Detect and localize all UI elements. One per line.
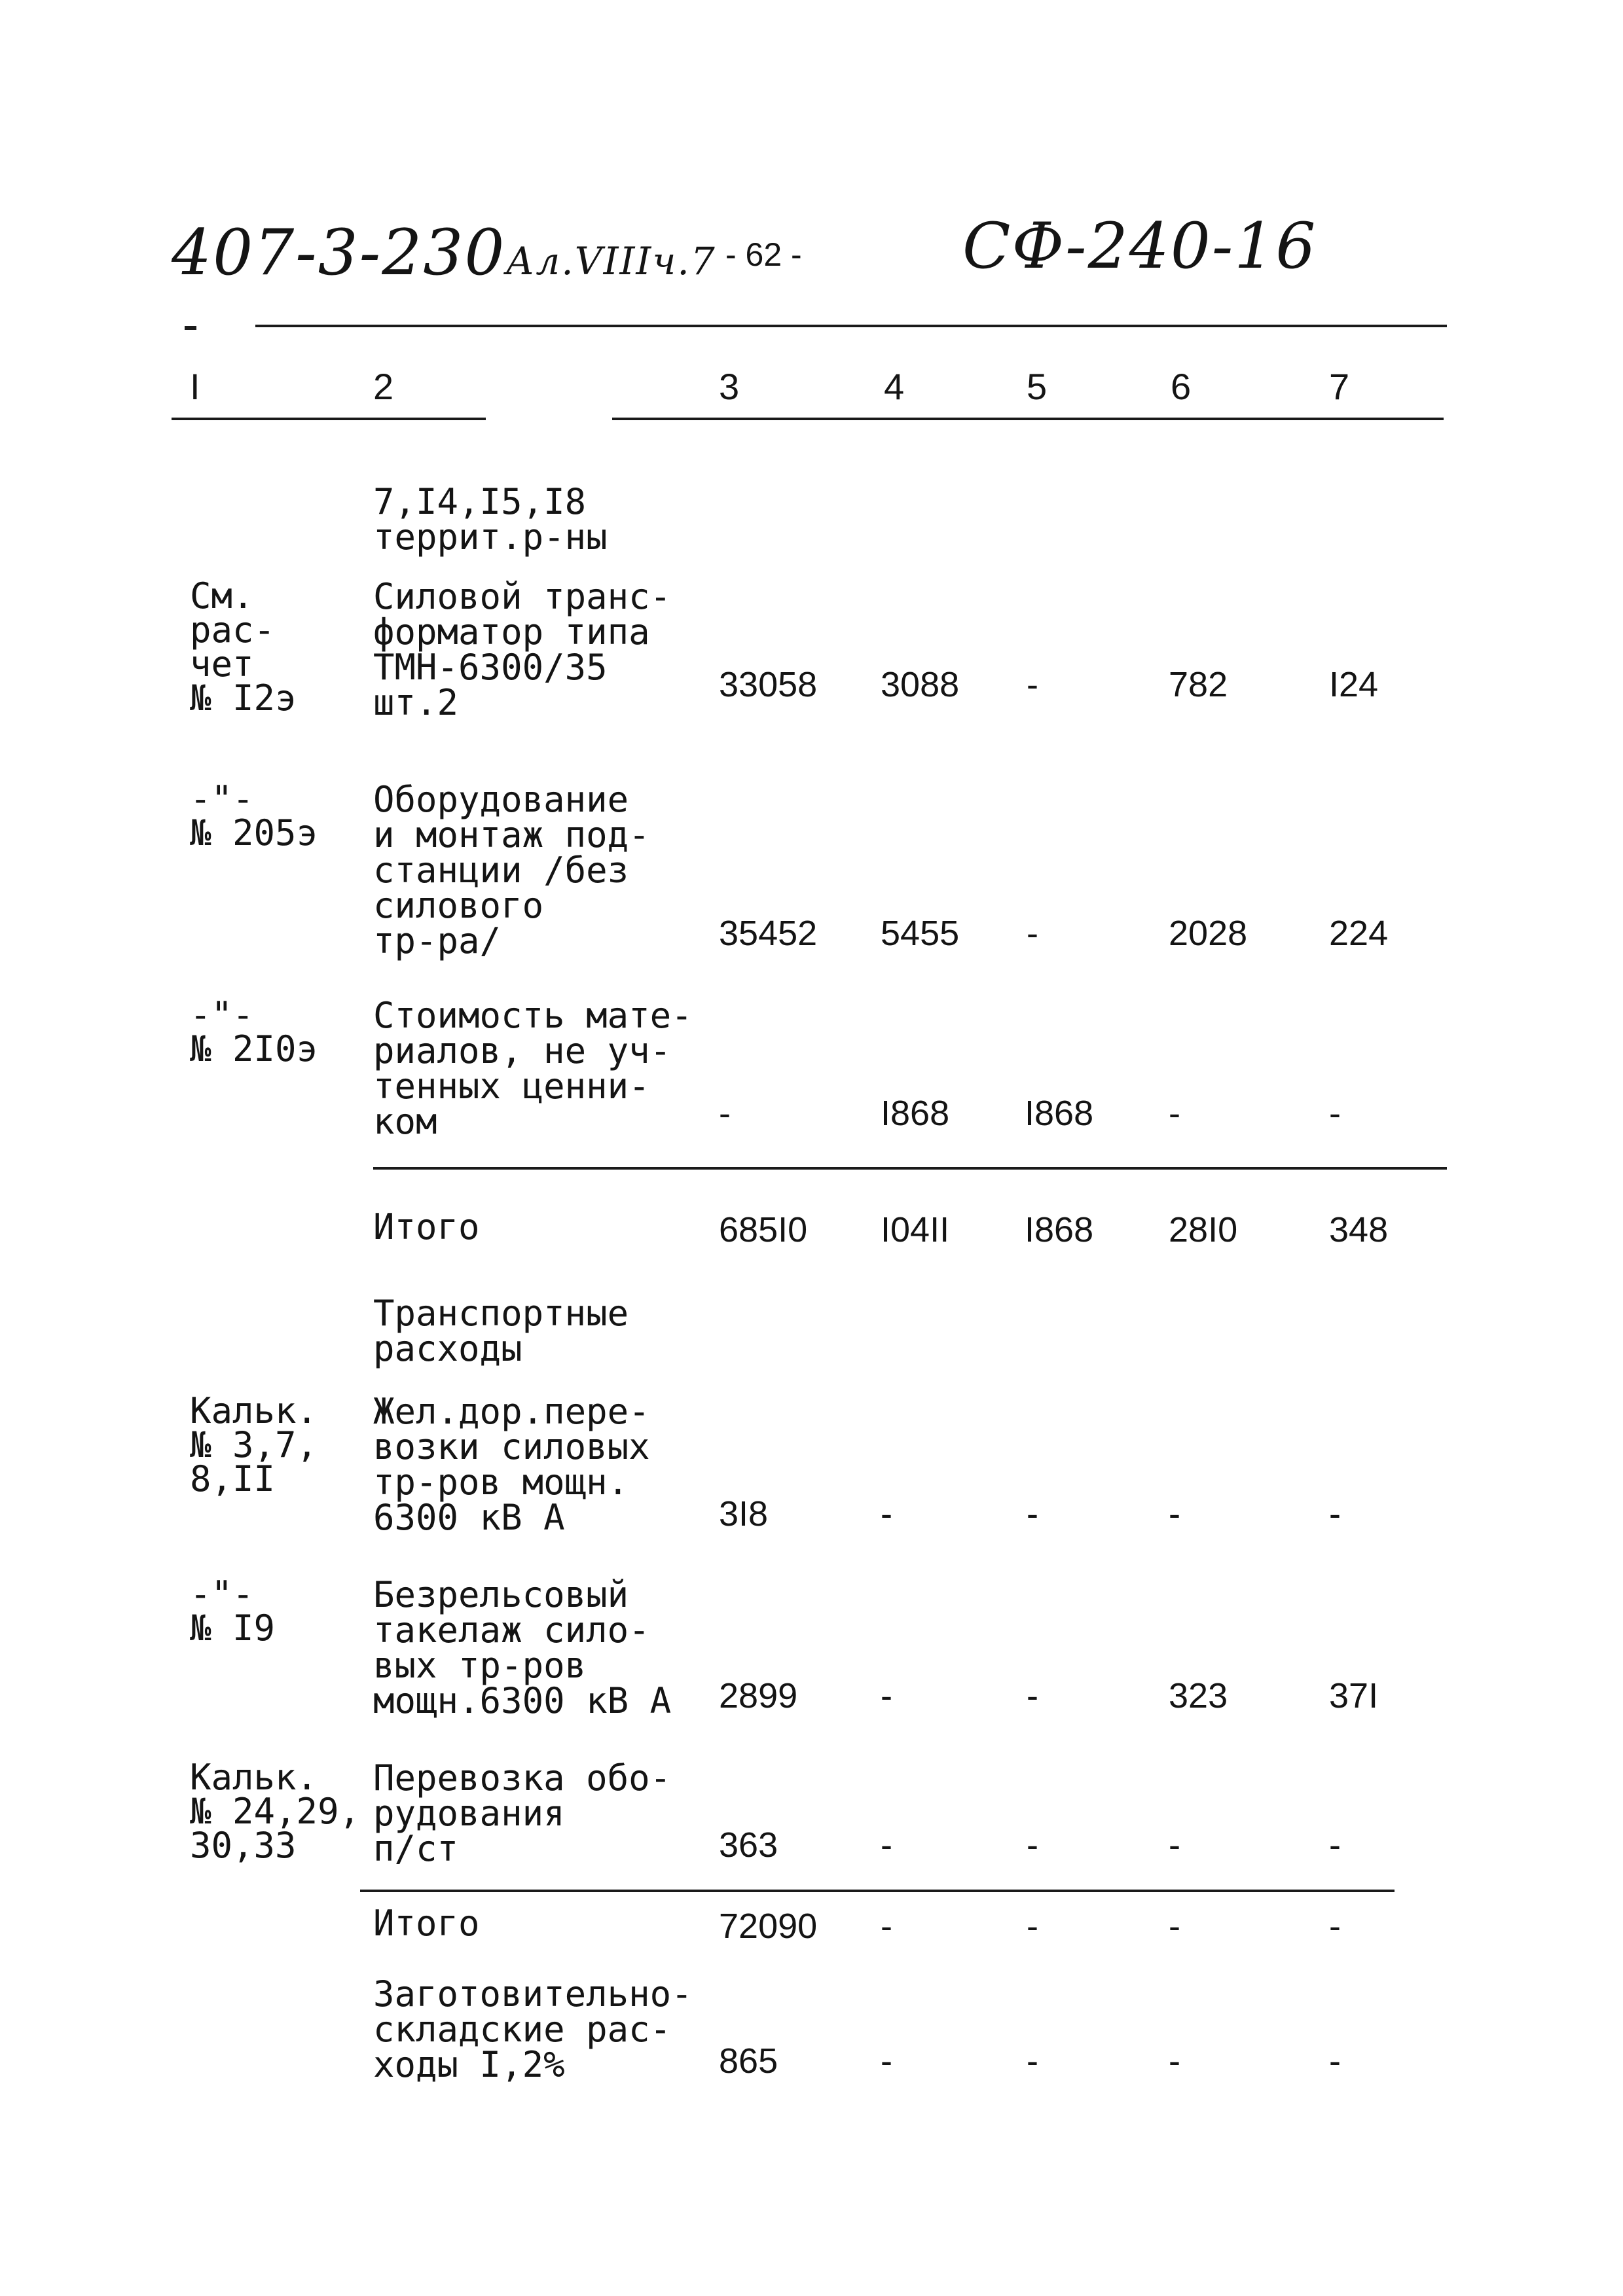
row-9-col7: -: [1329, 1907, 1341, 1946]
row-6-col7: -: [1329, 1494, 1341, 1534]
row-10-col4: -: [881, 2041, 892, 2081]
row-7-col6: 323: [1169, 1676, 1228, 1715]
row-6-col4: -: [881, 1494, 892, 1534]
row-9-col6: -: [1169, 1907, 1180, 1946]
row-1-name: Силовой транс- форматор типа ТМН-6300/35 шт.2: [373, 576, 672, 723]
row-4-name: Итого: [373, 1206, 480, 1247]
row-6-col6: -: [1169, 1494, 1180, 1534]
row-1-col7: I24: [1329, 665, 1379, 704]
row-1-col4: 3088: [881, 665, 960, 704]
header-bottom-rule-right: [612, 418, 1444, 420]
column-number-4: 4: [884, 366, 905, 407]
row-3-reference: -"- № 2I0э: [190, 994, 318, 1069]
row-3-col5: I868: [1025, 1094, 1094, 1133]
column-number-2: 2: [373, 366, 394, 407]
row-8-col5: -: [1027, 1825, 1038, 1865]
row-3-col4: I868: [881, 1094, 950, 1133]
page-number: - 62 -: [725, 236, 802, 273]
row-7-col3: 2899: [719, 1676, 798, 1715]
row-3-col3: -: [719, 1094, 731, 1133]
row-9-name: Итого: [373, 1903, 480, 1944]
sheet-stamp: СФ-240-16: [962, 209, 1317, 283]
row-3-col6: -: [1169, 1094, 1180, 1133]
row-7-reference: -"- № I9: [190, 1573, 276, 1649]
row-8-col4: -: [881, 1825, 892, 1865]
subtotal-rule-2: [360, 1890, 1395, 1892]
row-7-col5: -: [1027, 1676, 1038, 1715]
row-1-reference: См. рас- чет № I2э: [190, 575, 297, 719]
row-4-col6: 28I0: [1169, 1210, 1238, 1249]
row-8-col3: 363: [719, 1825, 778, 1865]
row-3-col7: -: [1329, 1094, 1341, 1133]
row-2-col4: 5455: [881, 914, 960, 953]
row-7-name: Безрельсовый такелаж сило- вых тр-ров мощн.6300 кВ А: [373, 1574, 672, 1721]
row-6-reference: Кальк. № 3,7, 8,II: [190, 1390, 318, 1499]
column-number-1: I: [190, 366, 200, 407]
column-number-5: 5: [1027, 366, 1048, 407]
subtotal-rule-1: [373, 1167, 1447, 1170]
row-9-col3: 72090: [719, 1907, 818, 1946]
row-1-col5: -: [1027, 665, 1038, 704]
row-2-reference: -"- № 205э: [190, 778, 318, 853]
row-9-col4: -: [881, 1907, 892, 1946]
row-2-name: Оборудование и монтаж под- станции /без силового тр-ра/: [373, 779, 650, 961]
row-7-col7: 37I: [1329, 1676, 1379, 1715]
row-9-col5: -: [1027, 1907, 1038, 1946]
column-number-3: 3: [719, 366, 740, 407]
column-number-6: 6: [1171, 366, 1192, 407]
document-code-main: 407-3-230: [172, 216, 506, 289]
row-4-col3: 685I0: [719, 1210, 808, 1249]
row-6-col5: -: [1027, 1494, 1038, 1534]
row-10-col6: -: [1169, 2041, 1180, 2081]
document-code-suffix: Ал.VIIIч.7: [505, 239, 716, 283]
row-10-col7: -: [1329, 2041, 1341, 2081]
header-top-rule-start: [185, 326, 196, 330]
row-4-col5: I868: [1025, 1210, 1094, 1249]
row-6-name: Жел.дор.пере- возки силовых тр-ров мощн. 6300 кВ А: [373, 1391, 650, 1538]
row-2-col7: 224: [1329, 914, 1389, 953]
row-8-col6: -: [1169, 1825, 1180, 1865]
column-number-7: 7: [1329, 366, 1350, 407]
row-4-col4: I04II: [881, 1210, 950, 1249]
row-7-col4: -: [881, 1676, 892, 1715]
row-1-col3: 33058: [719, 665, 818, 704]
row-8-name: Перевозка обо- рудования п/ст: [373, 1757, 672, 1869]
row-1-col6: 782: [1169, 665, 1228, 704]
row-10-col3: 865: [719, 2041, 778, 2081]
document-code: [172, 216, 716, 289]
row-10-col5: -: [1027, 2041, 1038, 2081]
row-2-col3: 35452: [719, 914, 818, 953]
row-8-reference: Кальк. № 24,29, 30,33: [190, 1757, 361, 1866]
row-8-col7: -: [1329, 1825, 1341, 1865]
row-3-name: Стоимость мате- риалов, не уч- тенных ценни- ком: [373, 995, 693, 1142]
row-4-col7: 348: [1329, 1210, 1389, 1249]
row-6-col3: 3I8: [719, 1494, 769, 1534]
row-10-name: Заготовительно- складские рас- ходы I,2%: [373, 1973, 693, 2085]
header-top-rule: [255, 325, 1447, 327]
header-bottom-rule-left: [172, 418, 486, 420]
row-5-name: Транспортные расходы: [373, 1293, 629, 1369]
row-0-name: 7,I4,I5,I8 террит.р-ны: [373, 481, 608, 558]
row-2-col5: -: [1027, 914, 1038, 953]
row-2-col6: 2028: [1169, 914, 1248, 953]
